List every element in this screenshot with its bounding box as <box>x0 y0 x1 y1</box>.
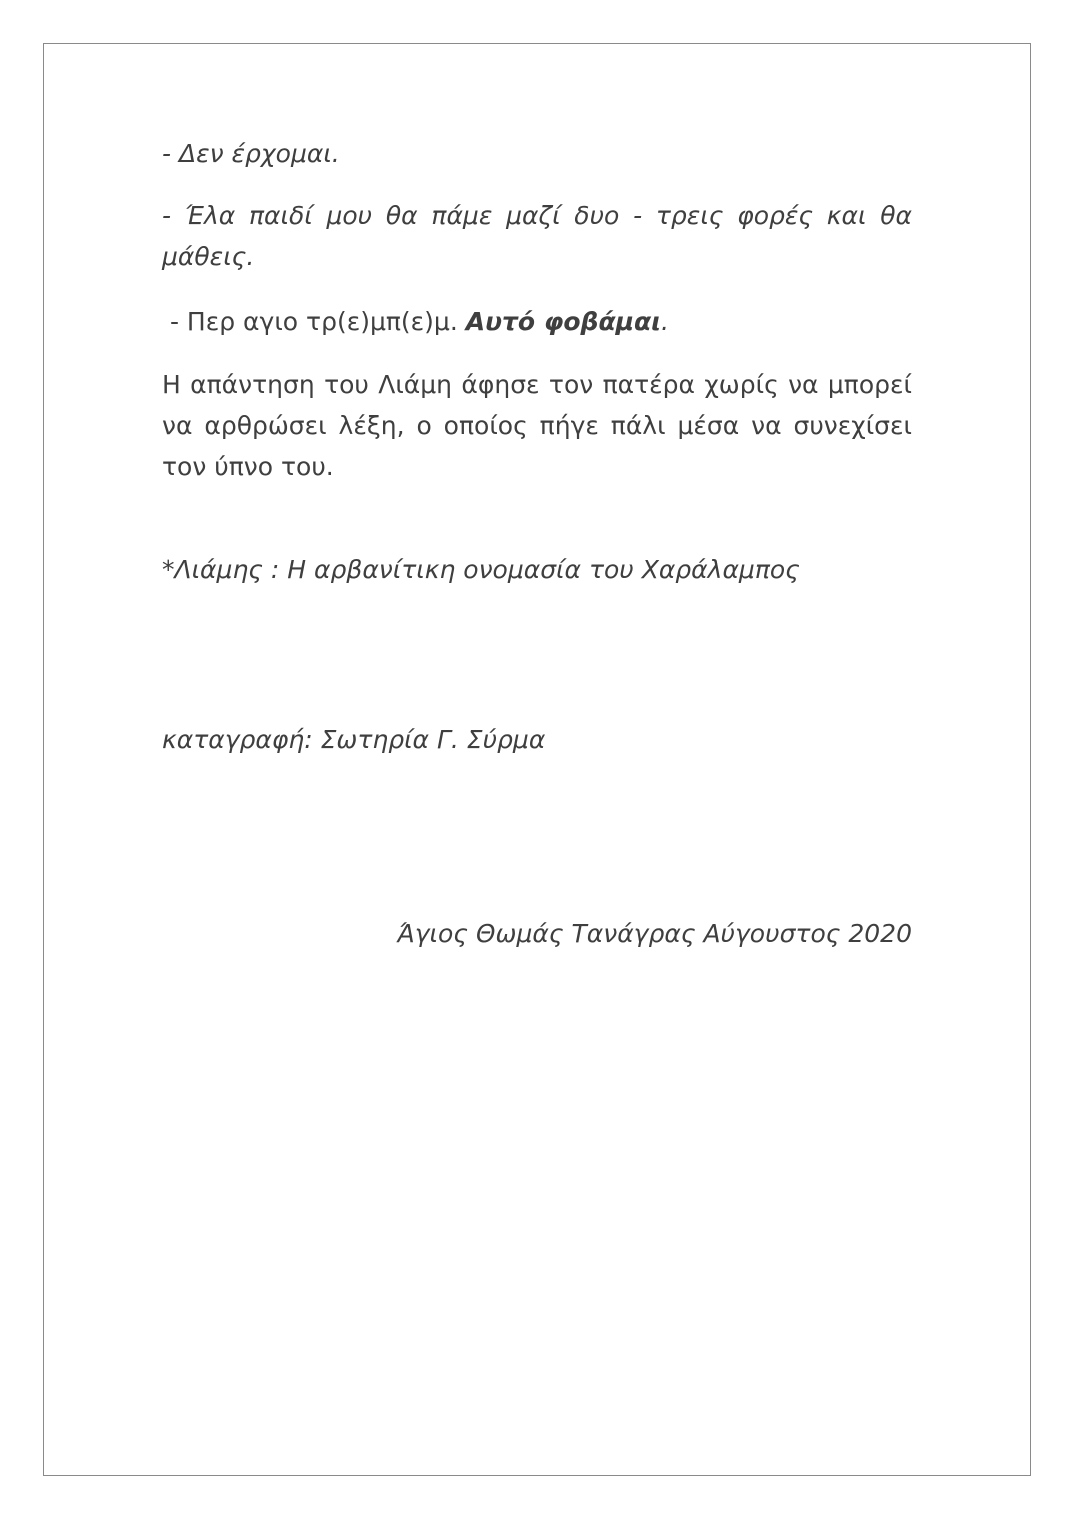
dialogue-line-fear <box>162 301 912 342</box>
dialogue-fear-emphasis: Αυτό φοβάμαι <box>465 307 661 336</box>
place-and-date: Άγιος Θωμάς Τανάγρας Αύγουστος 2020 <box>397 919 912 948</box>
dialogue-fear-suffix: . <box>660 307 669 336</box>
dialogue-line-refusal: - Δεν έρχομαι. <box>162 139 340 168</box>
dialogue-line-invitation: - Έλα παιδί μου θα πάμε μαζί δυο - τρεις φορές και θα μάθεις. <box>162 201 912 271</box>
narration-paragraph: Η απάντηση του Λιάμη άφησε τον πατέρα χωρίς να μπορεί να αρθρώσει λέξη, ο οποίος πήγε πάλι μέσα να συνεχίσει τον ύπνο του. <box>162 370 912 481</box>
dialogue-fear-prefix: - Περ αγιο τρ(ε)μπ(ε)μ. <box>162 307 466 336</box>
transcription-credit: καταγραφή: Σωτηρία Γ. Σύρμα <box>162 725 546 754</box>
footnote: *Λιάμης : Η αρβανίτικη ονομασία του Χαράλαμπος <box>162 555 800 584</box>
